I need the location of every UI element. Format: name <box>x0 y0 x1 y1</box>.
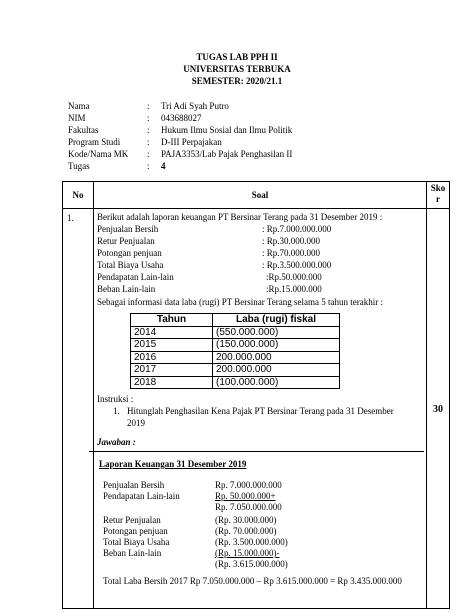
jawab-value: Rp. 50.000.000+ <box>215 491 276 501</box>
info-value: PAJA3353/Lab Pajak Penghasilan II <box>161 149 293 159</box>
answer-divider <box>89 451 424 452</box>
fiskal-table <box>130 313 340 389</box>
university-name: UNIVERSITAS TERBUKA <box>183 64 291 74</box>
fiskal-row <box>131 364 340 377</box>
jawab-value: Rp. 7.050.000.000 <box>215 502 282 512</box>
jawab-title: Laporan Keuangan 31 Desember 2019 <box>99 459 247 469</box>
item-label: Retur Penjualan <box>97 236 155 246</box>
fiskal-value: 200.000.000 <box>213 364 340 377</box>
doc-title: TUGAS LAB PPH II <box>196 52 278 62</box>
jawab-label: Beban Lain-lain <box>103 548 162 558</box>
soal-intro: Berikut adalah laporan keuangan PT Bersinar Terang pada 31 Desember 2019 : <box>97 212 383 222</box>
fiskal-value: (100.000.000) <box>213 376 340 389</box>
instruksi-number: 1. <box>113 406 120 416</box>
skor-value: 30 <box>433 404 443 415</box>
sebagai-text: Sebagai informasi data laba (rugi) PT Bersinar Terang selama 5 tahun terakhir : <box>97 297 383 307</box>
fiskal-year: 2015 <box>131 339 213 352</box>
fiskal-row <box>131 326 340 339</box>
item-value: : Rp.70.000.000 <box>262 248 321 258</box>
info-label: NIM <box>68 113 86 123</box>
col-soal-header: Soal <box>94 182 427 209</box>
jawab-label: Retur Penjualan <box>103 515 161 525</box>
instruksi-line1: Hitunglah Penghasilan Kena Pajak PT Bersinar Terang pada 31 Desember <box>127 406 394 416</box>
info-label: Fakultas <box>68 125 99 135</box>
info-value: 4 <box>161 161 166 171</box>
jawab-label: Potongan penjuan <box>103 526 168 536</box>
info-sep: : <box>147 101 150 111</box>
jawab-value: (Rp. 15.000.000)- <box>215 548 280 558</box>
info-sep: : <box>147 161 150 171</box>
item-label: Beban Lain-lain <box>97 284 156 294</box>
jawab-value: (Rp. 3.615.000.000) <box>215 559 288 569</box>
info-row-fakultas <box>68 125 292 135</box>
item-value: :Rp.50.000.000 <box>266 272 322 282</box>
item-label: Potongan penjuan <box>97 248 162 258</box>
info-sep: : <box>147 149 150 159</box>
skor-header-part1: Sko <box>430 183 446 193</box>
info-value: Hukum Ilmu Sosial dan Ilmu Politik <box>161 125 293 135</box>
col-no-header: No <box>63 182 94 209</box>
col-skor-header <box>427 182 450 209</box>
jawab-label: Pendapatan Lain-lain <box>103 491 180 501</box>
info-sep: : <box>147 113 150 123</box>
item-label: Pendapatan Lain-lain <box>97 272 174 282</box>
info-row-nama <box>68 101 229 111</box>
item-value: : Rp.3.500.000.000 <box>262 260 332 270</box>
table-header-row <box>63 182 450 209</box>
info-label: Tugas <box>68 161 90 171</box>
jawab-value: (Rp. 30.000.000) <box>215 515 277 525</box>
fiskal-row <box>131 351 340 364</box>
fiskal-year: 2016 <box>131 351 213 364</box>
instruksi-label: Instruksi : <box>97 394 134 404</box>
info-row-prodi <box>68 137 222 147</box>
info-label: Program Studi <box>68 137 121 147</box>
instruksi-line2: 2019 <box>127 418 145 428</box>
info-label: Nama <box>68 101 90 111</box>
fiskal-col-laba: Laba (rugi) fiskal <box>213 314 340 327</box>
fiskal-value: 200.000.000 <box>213 351 340 364</box>
item-label: Penjualan Bersih <box>97 224 159 234</box>
fiskal-row <box>131 339 340 352</box>
info-row-kode <box>68 149 292 159</box>
jawab-total: Total Laba Bersih 2017 Rp 7.050.000.000 – Rp 3.615.000.000 = Rp 3.435.000.000 <box>103 576 402 586</box>
fiskal-year: 2017 <box>131 364 213 377</box>
fiskal-year: 2018 <box>131 376 213 389</box>
fiskal-header-row <box>131 314 340 327</box>
info-label: Kode/Nama MK <box>68 149 129 159</box>
item-value: :Rp.15.000.000 <box>266 284 322 294</box>
item-label: Total Biaya Usaha <box>97 260 164 270</box>
jawab-label: Total Biaya Usaha <box>103 537 170 547</box>
info-sep: : <box>147 137 150 147</box>
jawaban-label: Jawaban : <box>97 437 136 447</box>
skor-header-part2: r <box>436 194 440 204</box>
info-value: D-III Perpajakan <box>161 137 222 147</box>
info-value: 043688027 <box>161 113 202 123</box>
item-value: : Rp.30.000.000 <box>262 236 321 246</box>
fiskal-row <box>131 376 340 389</box>
info-sep: : <box>147 125 150 135</box>
fiskal-value: (150.000.000) <box>213 339 340 352</box>
fiskal-year: 2014 <box>131 326 213 339</box>
row-number: 1. <box>63 209 94 609</box>
fiskal-value: (550.000.000) <box>213 326 340 339</box>
info-row-nim <box>68 113 202 123</box>
semester: SEMESTER: 2020/21.1 <box>191 76 283 86</box>
info-row-tugas <box>68 161 166 171</box>
jawab-value: (Rp. 70.000.000) <box>215 526 277 536</box>
jawab-value: (Rp. 3.500.000.000) <box>215 537 288 547</box>
item-value: : Rp.7.000.000.000 <box>262 224 332 234</box>
jawab-value: Rp. 7.000.000.000 <box>215 480 282 490</box>
info-value: Tri Adi Syah Putro <box>161 101 229 111</box>
jawab-label: Penjualan Bersih <box>103 480 165 490</box>
fiskal-col-tahun: Tahun <box>131 314 213 327</box>
